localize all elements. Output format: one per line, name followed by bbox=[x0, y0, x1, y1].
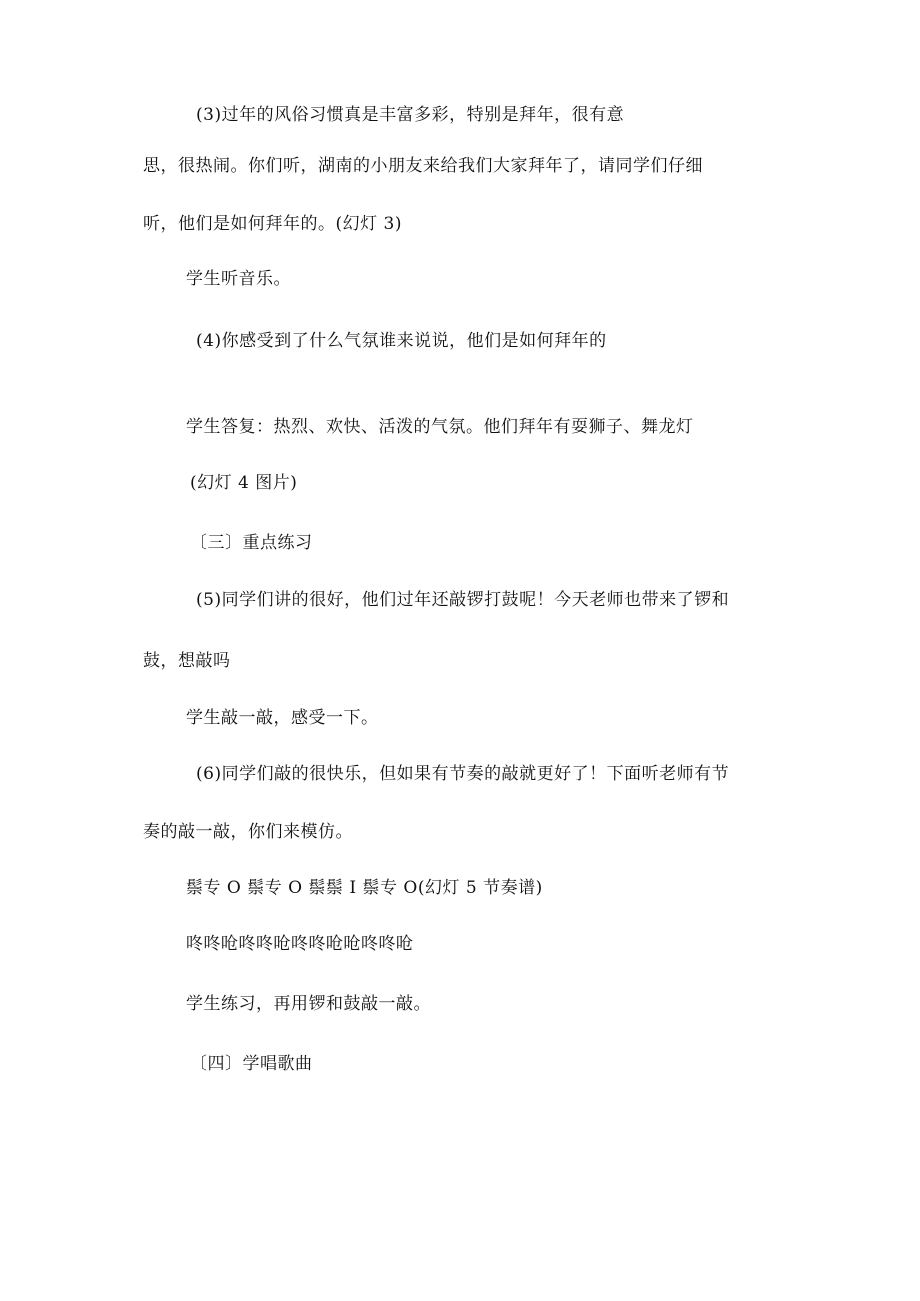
section-heading-4: 〔四〕学唱歌曲 bbox=[190, 1054, 313, 1074]
paragraph-5-line-2: 鼓，想敲吗 bbox=[143, 651, 231, 671]
paragraph-4-line: (4)你感受到了什么气氛谁来说说，他们是如何拜年的 bbox=[196, 331, 607, 351]
paragraph-3-line-1: (3)过年的风俗习惯真是丰富多彩，特别是拜年，很有意 bbox=[196, 105, 625, 125]
rhythm-syllables-line: 咚咚呛咚咚呛咚咚呛呛咚咚呛 bbox=[186, 934, 414, 954]
student-practice-line: 学生练习，再用锣和鼓敲一敲。 bbox=[186, 994, 431, 1014]
student-listen-line: 学生听音乐。 bbox=[186, 269, 291, 289]
rhythm-notation-line: 鬃专 O 鬃专 O 鬃鬃 I 鬃专 O(幻灯 5 节奏谱) bbox=[186, 878, 543, 898]
paragraph-3-line-2: 思，很热闹。你们听，湖南的小朋友来给我们大家拜年了，请同学们仔细 bbox=[143, 156, 703, 176]
student-answer-line: 学生答复：热烈、欢快、活泼的气氛。他们拜年有耍狮子、舞龙灯 bbox=[186, 417, 694, 437]
paragraph-6-line-1: (6)同学们敲的很快乐，但如果有节奏的敲就更好了！下面听老师有节 bbox=[196, 764, 730, 784]
section-heading-3: 〔三〕重点练习 bbox=[190, 533, 313, 553]
slide-4-note: (幻灯 4 图片) bbox=[190, 473, 298, 493]
paragraph-3-line-3: 听，他们是如何拜年的。(幻灯 3) bbox=[143, 214, 402, 234]
paragraph-6-line-2: 奏的敲一敲，你们来模仿。 bbox=[143, 822, 353, 842]
student-strike-line: 学生敲一敲，感受一下。 bbox=[186, 708, 379, 728]
paragraph-5-line-1: (5)同学们讲的很好，他们过年还敲锣打鼓呢！今天老师也带来了锣和 bbox=[196, 590, 730, 610]
